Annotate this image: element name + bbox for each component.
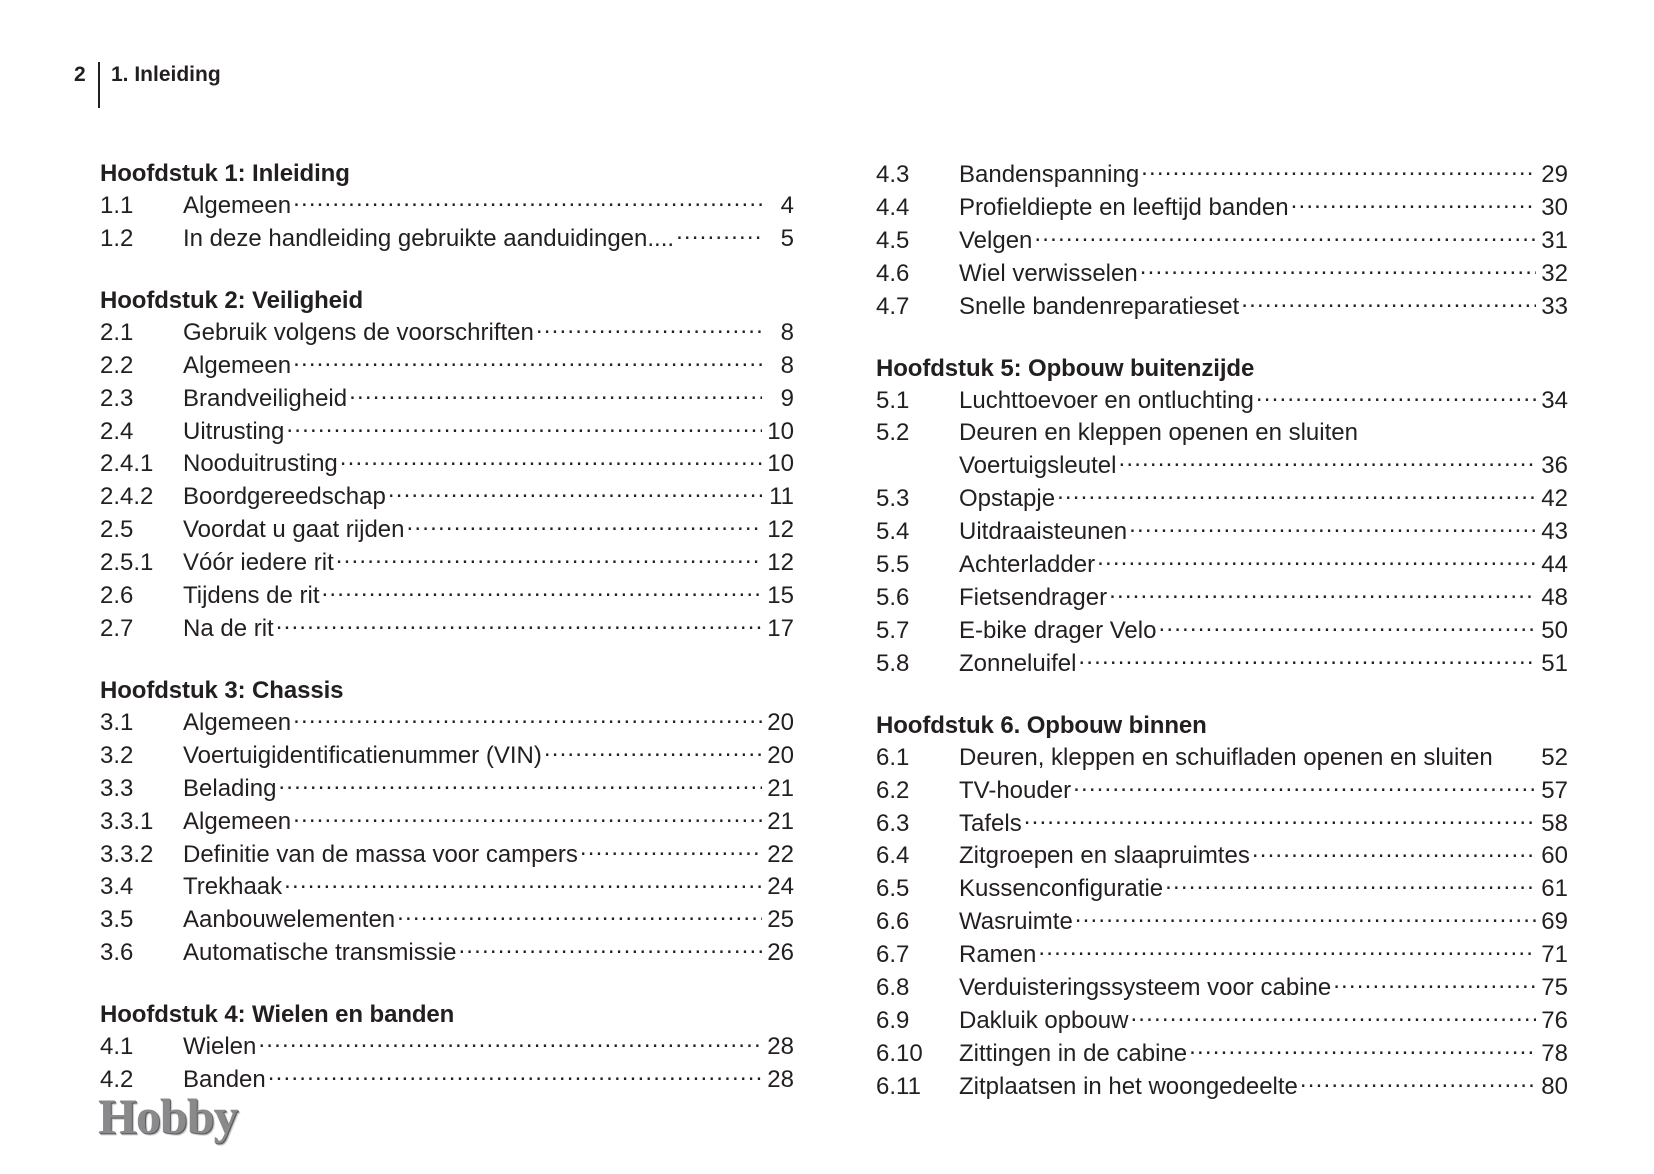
entry-number: 5.1: [876, 386, 910, 414]
entry-title: Tafels: [959, 809, 1022, 837]
entry-title: Nooduitrusting: [183, 450, 338, 478]
dot-leader: [544, 739, 762, 763]
entry-page-number: 51: [1541, 649, 1568, 677]
toc-entry[interactable]: [100, 805, 794, 838]
dot-leader: [536, 316, 762, 340]
dot-leader: [1109, 581, 1536, 605]
entry-title: Definitie van de massa voor campers: [183, 840, 578, 868]
entry-number: 3.3.1: [100, 807, 154, 835]
toc-chapter: [100, 158, 794, 255]
entry-number: 2.1: [100, 318, 134, 346]
entry-page-number: 57: [1541, 776, 1568, 804]
entry-number: 6.6: [876, 908, 910, 936]
dot-leader: [1130, 1004, 1536, 1028]
toc-entry[interactable]: [100, 316, 794, 349]
toc-entry[interactable]: [100, 480, 794, 513]
entry-title: Profieldiepte en leeftijd banden: [959, 193, 1289, 221]
chapter-heading[interactable]: Hoofdstuk 5: Opbouw buitenzijde: [876, 354, 1255, 382]
toc-entry[interactable]: [100, 513, 794, 546]
chapter-heading[interactable]: Hoofdstuk 3: Chassis: [100, 676, 344, 704]
toc-right-column: [876, 158, 1568, 1133]
entry-page-number: 61: [1541, 875, 1568, 903]
dot-leader: [276, 612, 762, 636]
entry-number: 5.7: [876, 616, 910, 644]
entry-page-number: 8: [780, 351, 794, 379]
toc-chapter: [100, 675, 794, 969]
entry-number: 6.3: [876, 809, 910, 837]
entry-page-number: 10: [767, 450, 794, 478]
entry-title: Gebruik volgens de voorschriften: [183, 318, 534, 346]
dot-leader: [1256, 384, 1536, 408]
entry-title: Dakluik opbouw: [959, 1006, 1129, 1034]
dot-leader: [1252, 839, 1536, 863]
entry-page-number: 48: [1541, 583, 1568, 611]
dot-leader: [1034, 224, 1536, 248]
toc-entry[interactable]: [100, 706, 794, 739]
entry-title: Achterladder: [959, 551, 1096, 579]
dot-leader: [1189, 1037, 1536, 1061]
entry-page-number: 15: [767, 582, 794, 610]
entry-page-number: 26: [767, 939, 794, 967]
entry-title: Brandveiligheid: [183, 384, 348, 412]
toc-left-column: [100, 158, 794, 1126]
entry-title: Automatische transmissie: [183, 939, 457, 967]
entry-page-number: 36: [1541, 452, 1568, 480]
chapter-heading[interactable]: Hoofdstuk 6. Opbouw binnen: [876, 711, 1207, 739]
toc-entry[interactable]: [876, 290, 1568, 323]
entry-number: 3.2: [100, 741, 134, 769]
entry-title: Ramen: [959, 941, 1037, 969]
dot-leader: [407, 513, 763, 537]
toc-entry[interactable]: [100, 349, 794, 382]
entry-number: 4.5: [876, 226, 910, 254]
dot-leader: [293, 349, 762, 373]
entry-number: 3.3.2: [100, 840, 154, 868]
entry-title: E-bike drager Velo: [959, 616, 1157, 644]
entry-title: Vóór iedere rit: [183, 549, 334, 577]
entry-page-number: 10: [767, 417, 794, 445]
entry-page-number: 44: [1541, 551, 1568, 579]
toc-entry[interactable]: [100, 546, 794, 579]
entry-page-number: 60: [1541, 842, 1568, 870]
entry-page-number: 12: [767, 549, 794, 577]
entry-number: 5.5: [876, 551, 910, 579]
dot-leader: [1075, 905, 1536, 929]
header-divider: [98, 62, 100, 108]
dot-leader: [1057, 482, 1536, 506]
entry-title: Velgen: [959, 226, 1033, 254]
entry-number: 4.7: [876, 292, 910, 320]
entry-page-number: 42: [1541, 485, 1568, 513]
toc-entry[interactable]: [876, 224, 1568, 257]
entry-page-number: 21: [767, 807, 794, 835]
toc-entry[interactable]: [876, 839, 1568, 872]
entry-title: Voertuigsleutel: [959, 452, 1117, 480]
toc-chapter: [876, 710, 1568, 1103]
toc-entry[interactable]: [876, 905, 1568, 938]
entry-page-number: 21: [767, 774, 794, 802]
entry-number: 6.1: [876, 743, 910, 771]
entry-number: 6.9: [876, 1006, 910, 1034]
entry-title: Luchttoevoer en ontluchting: [959, 386, 1254, 414]
toc-entry[interactable]: [876, 158, 1568, 191]
dot-leader: [397, 903, 762, 927]
entry-page-number: 33: [1541, 292, 1568, 320]
dot-leader: [258, 1030, 762, 1054]
entry-number: 1.1: [100, 192, 134, 219]
toc-entry[interactable]: [100, 739, 794, 772]
entry-title: Zitgroepen en slaapruimtes: [959, 842, 1250, 870]
toc-continued-entries: [876, 158, 1568, 323]
entry-page-number: 20: [767, 708, 794, 736]
entry-number: 6.8: [876, 974, 910, 1002]
entry-title: Kussenconfiguratie: [959, 875, 1164, 903]
entry-title: Banden: [183, 1066, 266, 1094]
toc-entry[interactable]: [100, 189, 794, 222]
dot-leader: [1141, 158, 1536, 182]
dot-leader: [1073, 774, 1536, 798]
entry-title: Uitrusting: [183, 417, 285, 445]
entry-page-number: 32: [1541, 259, 1568, 287]
dot-leader: [278, 772, 762, 796]
entry-number: 2.7: [100, 614, 134, 642]
entry-title: Na de rit: [183, 614, 274, 642]
entry-page-number: 76: [1541, 1006, 1568, 1034]
entry-number: 5.6: [876, 583, 910, 611]
entry-title: Deuren, kleppen en schuifladen openen en sluiten: [959, 743, 1493, 771]
entry-title: Algemeen: [183, 708, 292, 736]
entry-number: 5.4: [876, 518, 910, 546]
toc-entry[interactable]: [100, 772, 794, 805]
dot-leader: [286, 415, 762, 439]
entry-number: 2.4.1: [100, 450, 154, 478]
dot-leader: [1158, 614, 1536, 638]
entry-title: Boordgereedschap: [183, 483, 386, 511]
entry-title: Zitplaatsen in het woongedeelte: [959, 1072, 1298, 1100]
entry-title: Zonneluifel: [959, 649, 1077, 677]
toc-entry[interactable]: [876, 872, 1568, 905]
entry-number: 4.3: [876, 161, 910, 188]
entry-number: 2.2: [100, 351, 134, 379]
dot-leader: [458, 936, 762, 960]
toc-entry[interactable]: [876, 416, 1568, 449]
toc-entry[interactable]: [876, 515, 1568, 548]
entry-number: 4.6: [876, 259, 910, 287]
entry-number: 4.4: [876, 193, 910, 221]
toc-entry[interactable]: [100, 903, 794, 936]
entry-title: Deuren en kleppen openen en sluiten: [959, 419, 1358, 447]
dot-leader: [293, 805, 762, 829]
entry-page-number: 12: [767, 516, 794, 544]
toc-entry[interactable]: [876, 741, 1568, 774]
entry-number: 2.5: [100, 516, 134, 544]
entry-page-number: 69: [1541, 908, 1568, 936]
entry-title: Wiel verwisselen: [959, 259, 1138, 287]
dot-leader: [1024, 807, 1536, 831]
dot-leader: [388, 480, 762, 504]
entry-page-number: 43: [1541, 518, 1568, 546]
entry-page-number: 11: [769, 483, 794, 511]
dot-leader: [293, 189, 762, 213]
entry-page-number: 5: [780, 224, 794, 252]
toc-entry[interactable]: [100, 936, 794, 969]
toc-chapter: [100, 999, 794, 1096]
entry-page-number: 25: [767, 906, 794, 934]
dot-leader: [1038, 938, 1536, 962]
entry-title: Opstapje: [959, 485, 1056, 513]
hobby-logo: Hobby: [98, 1088, 238, 1144]
entry-title: Voertuigidentificatienummer (VIN): [183, 741, 542, 769]
dot-leader: [284, 870, 762, 894]
entry-title: Trekhaak: [183, 873, 283, 901]
entry-number: 5.3: [876, 485, 910, 513]
entry-number: 6.2: [876, 776, 910, 804]
toc-entry[interactable]: [876, 449, 1568, 482]
toc-entry[interactable]: [100, 415, 794, 448]
chapter-heading[interactable]: Hoofdstuk 2: Veiligheid: [100, 286, 364, 314]
entry-title: Zittingen in de cabine: [959, 1039, 1188, 1067]
dot-leader: [1078, 647, 1536, 671]
dot-leader: [322, 579, 763, 603]
toc-entry[interactable]: [876, 647, 1568, 680]
dot-leader: [1300, 1070, 1536, 1094]
entry-title: In deze handleiding gebruikte aanduidingen....: [183, 224, 675, 252]
entry-page-number: 50: [1541, 616, 1568, 644]
entry-number: 6.4: [876, 842, 910, 870]
entry-number: 5.2: [876, 419, 910, 447]
entry-page-number: 34: [1541, 386, 1568, 414]
dot-leader: [676, 222, 762, 246]
toc-entry[interactable]: [100, 382, 794, 415]
dot-leader: [1140, 257, 1536, 281]
entry-title: Algemeen: [183, 807, 292, 835]
entry-number: 2.4.2: [100, 483, 154, 511]
dot-leader: [1291, 191, 1536, 215]
entry-page-number: 9: [780, 384, 794, 412]
entry-title: Voordat u gaat rijden: [183, 516, 405, 544]
dot-leader: [580, 838, 762, 862]
entry-page-number: 20: [767, 741, 794, 769]
dot-leader: [1118, 449, 1536, 473]
entry-page-number: 17: [767, 614, 794, 642]
toc-entry[interactable]: [876, 807, 1568, 840]
entry-page-number: 24: [767, 873, 794, 901]
entry-title: Snelle bandenreparatieset: [959, 292, 1240, 320]
toc-entry[interactable]: [100, 579, 794, 612]
toc-chapter: [100, 285, 794, 645]
entry-page-number: 58: [1541, 809, 1568, 837]
entry-page-number: 80: [1541, 1072, 1568, 1100]
chapter-heading[interactable]: Hoofdstuk 4: Wielen en banden: [100, 1001, 455, 1029]
toc-entry[interactable]: [100, 222, 794, 255]
entry-title: Tijdens de rit: [183, 582, 320, 610]
toc-entry[interactable]: [876, 938, 1568, 971]
dot-leader: [1495, 741, 1536, 765]
toc-entry[interactable]: [100, 838, 794, 871]
entry-title: Wielen: [183, 1033, 257, 1061]
entry-title: Algemeen: [183, 351, 292, 379]
entry-page-number: 78: [1541, 1039, 1568, 1067]
entry-number: 4.2: [100, 1066, 134, 1094]
entry-number: 1.2: [100, 224, 134, 252]
toc-entry[interactable]: [876, 257, 1568, 290]
running-header: [74, 62, 221, 110]
toc-entry[interactable]: [876, 774, 1568, 807]
entry-title: TV-houder: [959, 776, 1072, 804]
toc-entry[interactable]: [876, 971, 1568, 1004]
dot-leader: [1333, 971, 1536, 995]
page-number: 2: [74, 63, 86, 86]
entry-number: 3.4: [100, 873, 134, 901]
entry-page-number: 30: [1541, 193, 1568, 221]
dot-leader: [1165, 872, 1536, 896]
entry-page-number: 52: [1541, 743, 1568, 771]
entry-number: 2.3: [100, 384, 134, 412]
entry-title: Uitdraaisteunen: [959, 518, 1128, 546]
toc-entry[interactable]: [876, 581, 1568, 614]
entry-page-number: 28: [767, 1033, 794, 1061]
entry-number: 6.5: [876, 875, 910, 903]
entry-number: 3.6: [100, 939, 134, 967]
toc-entry[interactable]: [876, 1037, 1568, 1070]
entry-page-number: 31: [1541, 226, 1568, 254]
entry-number: 2.4: [100, 417, 134, 445]
entry-title: Bandenspanning: [959, 161, 1140, 188]
toc-entry[interactable]: [876, 548, 1568, 581]
entry-title: Wasruimte: [959, 908, 1073, 936]
dot-leader: [1097, 548, 1536, 572]
toc-entry[interactable]: [876, 1070, 1568, 1103]
entry-page-number: 29: [1541, 161, 1568, 188]
entry-number: 3.1: [100, 708, 134, 736]
entry-title: Fietsendrager: [959, 583, 1108, 611]
dot-leader: [268, 1063, 762, 1087]
entry-title: Verduisteringssysteem voor cabine: [959, 974, 1332, 1002]
entry-page-number: 28: [767, 1066, 794, 1094]
dot-leader: [293, 706, 762, 730]
entry-number: 3.5: [100, 906, 134, 934]
dot-leader: [336, 546, 762, 570]
section-title: 1. Inleiding: [111, 63, 221, 86]
entry-page-number: 4: [780, 192, 794, 219]
entry-number: 4.1: [100, 1033, 134, 1061]
toc-entry[interactable]: [876, 482, 1568, 515]
toc-entry[interactable]: [100, 870, 794, 903]
toc-entry[interactable]: [100, 447, 794, 480]
entry-number: 6.7: [876, 941, 910, 969]
dot-leader: [349, 382, 762, 406]
entry-title: Belading: [183, 774, 277, 802]
entry-title: Aanbouwelementen: [183, 906, 396, 934]
dot-leader: [1241, 290, 1536, 314]
chapter-heading[interactable]: Hoofdstuk 1: Inleiding: [100, 160, 350, 187]
entry-page-number: 75: [1541, 974, 1568, 1002]
dot-leader: [340, 447, 762, 471]
entry-number: 2.5.1: [100, 549, 154, 577]
toc-entry[interactable]: [876, 191, 1568, 224]
entry-number: 2.6: [100, 582, 134, 610]
entry-page-number: 22: [767, 840, 794, 868]
toc-entry[interactable]: [100, 612, 794, 645]
toc-entry[interactable]: [876, 614, 1568, 647]
entry-title: Algemeen: [183, 192, 292, 219]
entry-number: 5.8: [876, 649, 910, 677]
toc-entry[interactable]: [100, 1030, 794, 1063]
dot-leader: [1360, 416, 1536, 440]
entry-number: 6.11: [876, 1072, 921, 1100]
entry-number: 3.3: [100, 774, 134, 802]
entry-number: 6.10: [876, 1039, 923, 1067]
toc-entry[interactable]: [876, 1004, 1568, 1037]
entry-page-number: 71: [1541, 941, 1568, 969]
dot-leader: [1129, 515, 1536, 539]
toc-chapter: [876, 353, 1568, 680]
entry-page-number: 8: [780, 318, 794, 346]
toc-entry[interactable]: [876, 384, 1568, 417]
